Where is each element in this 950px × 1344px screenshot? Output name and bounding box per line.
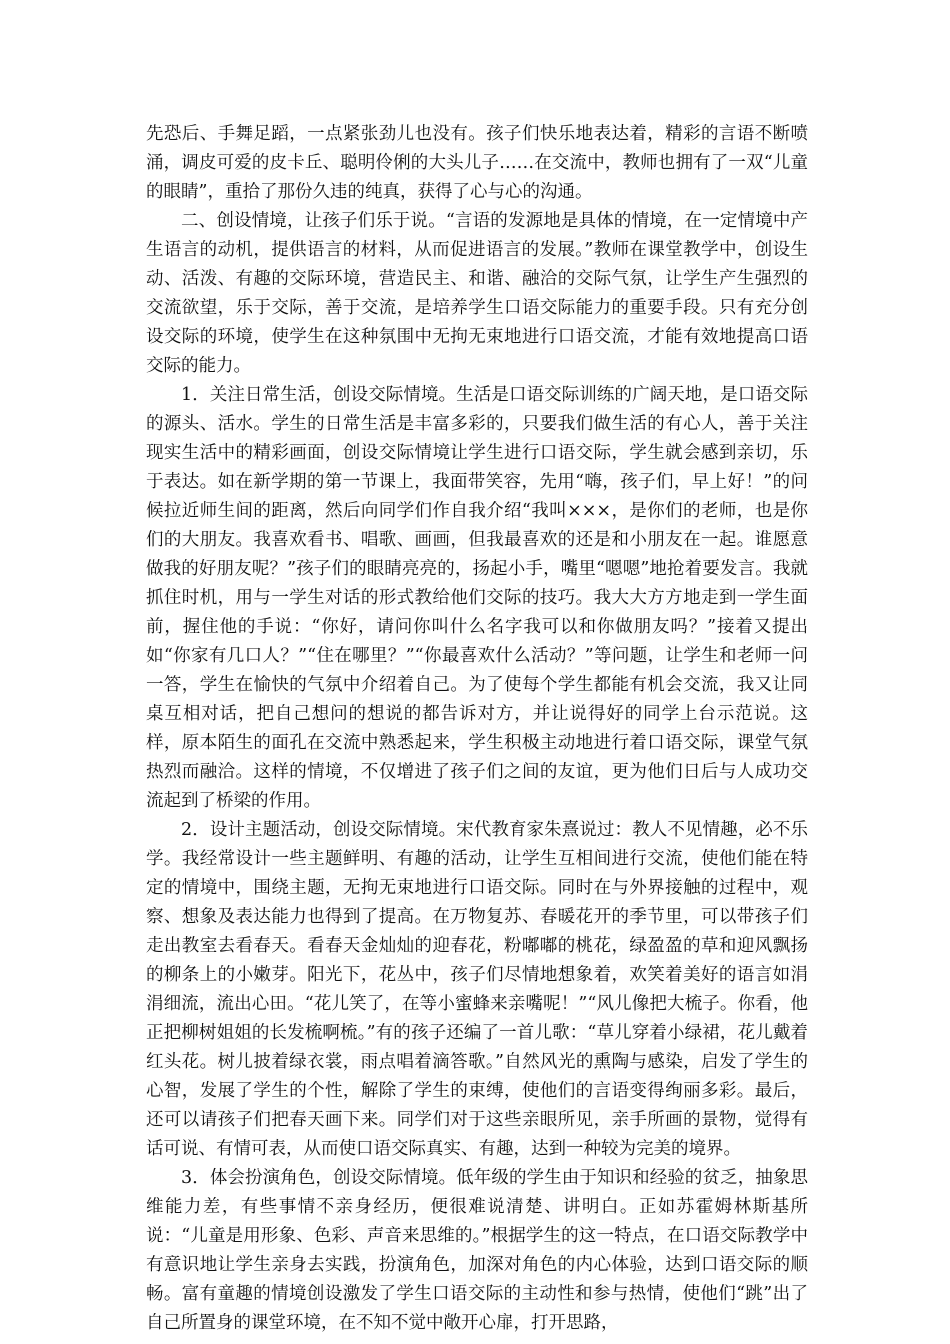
paragraph-section-two: 二、创设情境，让孩子们乐于说。“言语的发源地是具体的情境，在一定情境中产生语言的动机，提供语言的材料，从而促进语言的发展。”教师在课堂教学中，创设生动、活泼、有趣的交际环境，营造民主、和谐、融洽的交际气氛，让学生产生强烈的交流欲望，乐于交际，善于交流，是培养学生口语交际能力的重要手段。只有充分创设交际的环境，使学生在这种氛围中无拘无束地进行口语交流，才能有效地提高口语交际的能力。	[146, 211, 808, 376]
paragraph-point-one: 1．关注日常生活，创设交际情境。生活是口语交际训练的广阔天地，是口语交际的源头、活水。学生的日常生活是丰富多彩的，只要我们做生活的有心人，善于关注现实生活中的精彩画面，创设交际情境让学生进行口语交际，学生就会感到亲切，乐于表达。如在新学期的第一节课上，我面带笑容，先用“嗨，孩子们，早上好！”的问候拉近师生间的距离，然后向同学们作自我介绍“我叫×××，是你们的老师，也是你们的大朋友。我喜欢看书、唱歌、画画，但我最喜欢的还是和小朋友在一起。谁愿意做我的好朋友呢？”孩子们的眼睛亮亮的，扬起小手，嘴里“嗯嗯”地抢着要发言。我就抓住时机，用与一学生对话的形式教给他们交际的技巧。我大大方方地走到一学生面前，握住他的手说：“你好，请问你叫什么名字我可以和你做朋友吗？”接着又提出如“你家有几口人？”“住在哪里？”“你最喜欢什么活动？”等问题，让学生和老师一问一答，学生在愉快的气氛中介绍着自己。为了使每个学生都能有机会交流，我又让同桌互相对话，把自己想问的想说的都告诉对方，并让说得好的同学上台示范说。这样，原本陌生的面孔在交流中熟悉起来，学生积极主动地进行着口语交际，课堂气氛热烈而融洽。这样的情境，不仅增进了孩子们之间的友谊，更为他们日后与人成功交流起到了桥梁的作用。	[146, 385, 808, 811]
paragraph-continuation: 先恐后、手舞足蹈，一点紧张劲儿也没有。孩子们快乐地表达着，精彩的言语不断喷涌，调皮可爱的皮卡丘、聪明伶俐的大头儿子……在交流中，教师也拥有了一双“儿童的眼睛”，重拾了那份久违的纯真，获得了心与心的沟通。	[146, 124, 808, 202]
document-body	[146, 120, 808, 1338]
paragraph-point-three: 3．体会扮演角色，创设交际情境。低年级的学生由于知识和经验的贫乏，抽象思维能力差，有些事情不亲身经历，便很难说清楚、讲明白。正如苏霍姆林斯基所说：“儿童是用形象、色彩、声音来思维的。”根据学生的这一特点，在口语交际教学中有意识地让学生亲身去实践，扮演角色，加深对角色的内心体验，达到口语交际的顺畅。富有童趣的情境创设激发了学生口语交际的主动性和参与热情，使他们“跳”出了自己所置身的课堂环境，在不知不觉中敞开心扉，打开思路，	[146, 1168, 808, 1333]
paragraph-point-two: 2．设计主题活动，创设交际情境。宋代教育家朱熹说过：教人不见情趣，必不乐学。我经常设计一些主题鲜明、有趣的活动，让学生互相间进行交流，使他们能在特定的情境中，围绕主题，无拘无束地进行口语交际。同时在与外界接触的过程中，观察、想象及表达能力也得到了提高。在万物复苏、春暖花开的季节里，可以带孩子们走出教室去看春天。看春天金灿灿的迎春花，粉嘟嘟的桃花，绿盈盈的草和迎风飘扬的柳条上的小嫩芽。阳光下，花丛中，孩子们尽情地想象着，欢笑着美好的语言如涓涓细流，流出心田。“花儿笑了，在等小蜜蜂来亲嘴呢！”“风儿像把大梳子。你看，他正把柳树姐姐的长发梳啊梳。”有的孩子还编了一首儿歌：“草儿穿着小绿裙，花儿戴着红头花。树儿披着绿衣裳，雨点唱着滴答歌。”自然风光的熏陶与感染，启发了学生的心智，发展了学生的个性，解除了学生的束缚，使他们的言语变得绚丽多彩。最后，还可以请孩子们把春天画下来。同学们对于这些亲眼所见，亲手所画的景物，觉得有话可说、有情可表，从而使口语交际真实、有趣，达到一种较为完美的境界。	[146, 820, 808, 1159]
